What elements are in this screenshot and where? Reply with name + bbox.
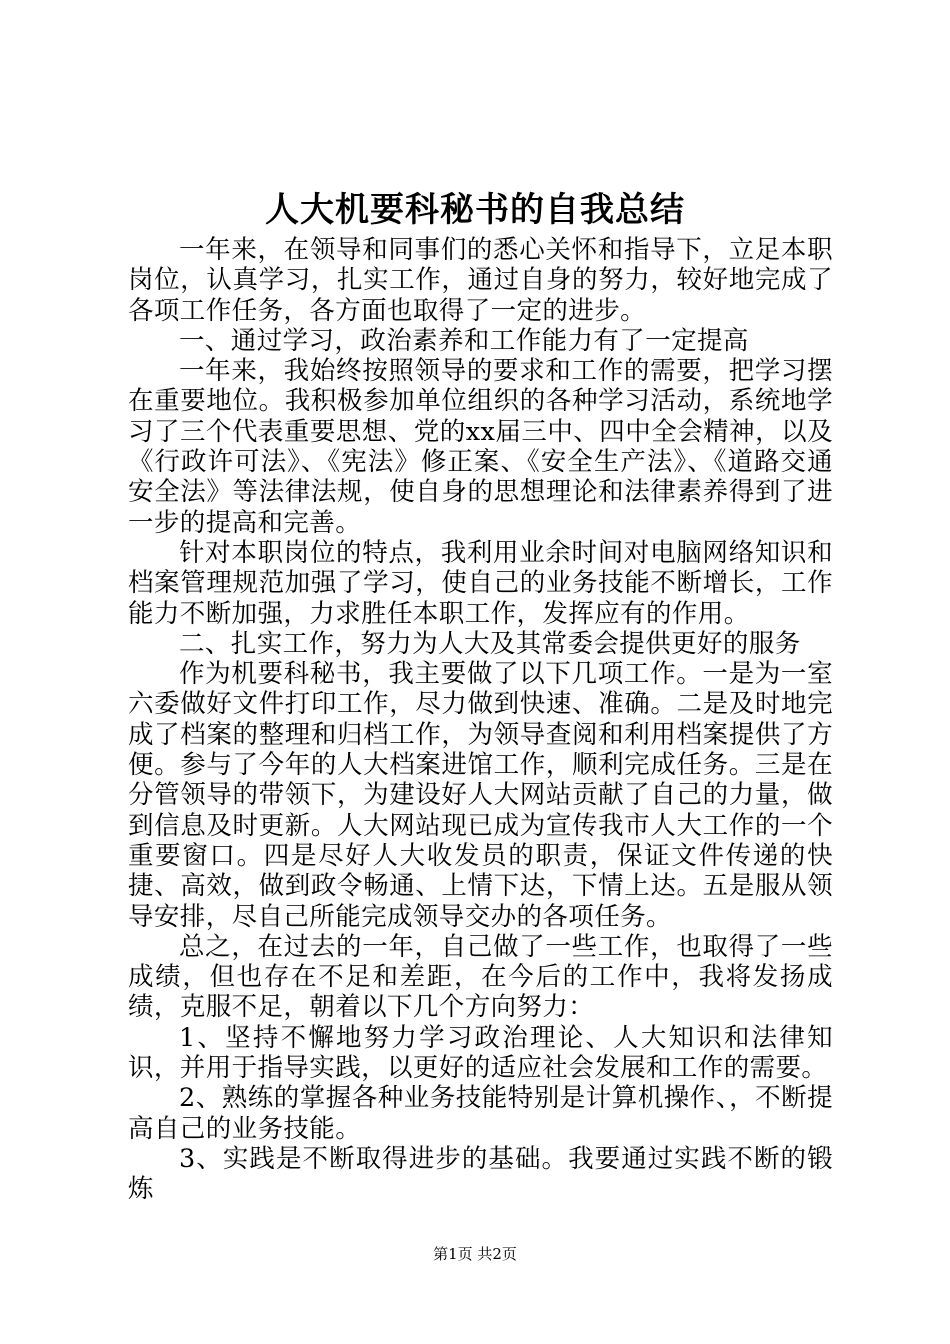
page-footer: 第1页 共2页 — [433, 1245, 517, 1263]
intro-paragraph: 一年来，在领导和同事们的悉心关怀和指导下，立足本职岗位，认真学习，扎实工作，通过自身的努力，较好地完成了各项工作任务，各方面也取得了一定的进步。 — [128, 235, 833, 326]
goal-item-3: 3、实践是不断取得进步的基础。我要通过实践不断的锻炼 — [128, 1143, 833, 1205]
document-body — [128, 235, 833, 1205]
goal-item-1: 1、坚持不懈地努力学习政治理论、人大知识和法律知识，并用于指导实践，以更好的适应社会发展和工作的需要。 — [128, 1022, 833, 1084]
skills-paragraph: 针对本职岗位的特点，我利用业余时间对电脑网络知识和档案管理规范加强了学习，使自己的业务技能不断增长，工作能力不断加强，力求胜任本职工作，发挥应有的作用。 — [128, 537, 833, 629]
section-heading-2: 二、扎实工作，努力为人大及其常委会提供更好的服务 — [179, 628, 801, 659]
section-heading-1: 一、通过学习，政治素养和工作能力有了一定提高 — [179, 325, 749, 356]
goal-item-2: 2、熟练的掌握各种业务技能特别是计算机操作、，不断提高自己的业务技能。 — [128, 1083, 833, 1144]
study-paragraph: 一年来，我始终按照领导的要求和工作的需要，把学习摆在重要地位。我积极参加单位组织的各种学习活动，系统地学习了三个代表重要思想、党的xx届三中、四中全会精神，以及《行政许可法》、《宪法》修正案、《安全生产法》、《道路交通安全法》等法律法规，使自身的思想理论和法律素养得到了进一步的提高和完善。 — [128, 356, 833, 538]
document-title: 人大机要科秘书的自我总结 — [265, 190, 685, 230]
summary-paragraph: 总之，在过去的一年，自己做了一些工作，也取得了一些成绩，但也存在不足和差距，在今后的工作中，我将发扬成绩，克服不足，朝着以下几个方向努力： — [128, 931, 833, 1023]
work-paragraph: 作为机要科秘书，我主要做了以下几项工作。一是为一室六委做好文件打印工作，尽力做到快速、准确。二是及时地完成了档案的整理和归档工作，为领导查阅和利用档案提供了方便。参与了今年的人大档案进馆工作，顺利完成任务。三是在分管领导的带领下，为建设好人大网站贡献了自己的力量，做到信息及时更新。人大网站现已成为宣传我市人大工作的一个重要窗口。四是尽好人大收发员的职责，保证文件传递的快捷、高效，做到政令畅通、上情下达，下情上达。五是服从领导安排，尽自己所能完成领导交办的各项任务。 — [128, 659, 833, 932]
